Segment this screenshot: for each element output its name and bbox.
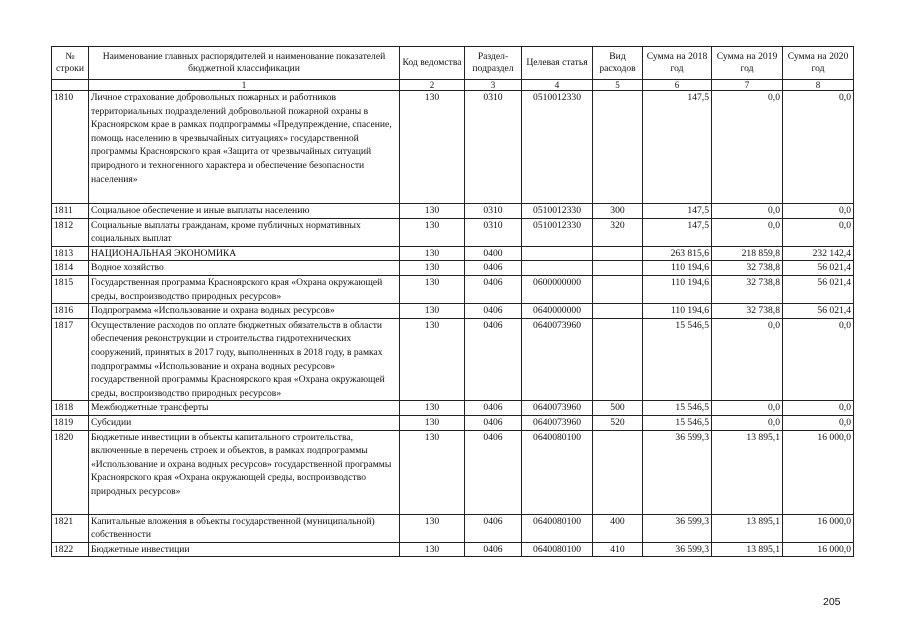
row-expense-type (593, 246, 643, 261)
table-row (52, 542, 854, 557)
table-row (52, 218, 854, 246)
row-section: 0406 (465, 304, 522, 319)
header-sum-2020: Сумма на 2020 год (783, 47, 854, 80)
row-target-item: 0600000000 (522, 275, 593, 303)
row-expense-type (593, 261, 643, 276)
row-target-item: 0510012330 (522, 91, 593, 204)
row-dept-code: 130 (400, 430, 465, 514)
row-sum-2020: 232 142,4 (783, 246, 854, 261)
row-section: 0400 (465, 246, 522, 261)
row-number: 1810 (52, 91, 89, 204)
row-sum-2020: 56 021,4 (783, 261, 854, 276)
row-name: Государственная программа Красноярского края «Охрана окружающей среды, воспроизводство природных ресурсов» (89, 275, 400, 303)
row-sum-2018: 15 546,5 (643, 401, 712, 416)
row-name: Водное хозяйство (89, 261, 400, 276)
row-name: НАЦИОНАЛЬНАЯ ЭКОНОМИКА (89, 246, 400, 261)
row-sum-2020: 0,0 (783, 318, 854, 401)
row-name: Бюджетные инвестиции (89, 542, 400, 557)
row-sum-2019: 13 895,1 (712, 514, 783, 542)
row-sum-2020: 0,0 (783, 401, 854, 416)
row-sum-2020: 0,0 (783, 204, 854, 219)
row-sum-2018: 110 194,6 (643, 304, 712, 319)
row-dept-code: 130 (400, 401, 465, 416)
column-index: 5 (593, 80, 643, 91)
row-dept-code: 130 (400, 218, 465, 246)
column-index: 4 (522, 80, 593, 91)
row-target-item (522, 246, 593, 261)
page-number: 205 (823, 596, 841, 608)
budget-table (51, 46, 854, 557)
row-sum-2020: 0,0 (783, 218, 854, 246)
row-sum-2020: 16 000,0 (783, 430, 854, 514)
row-sum-2018: 147,5 (643, 91, 712, 204)
row-number: 1817 (52, 318, 89, 401)
row-expense-type (593, 275, 643, 303)
row-sum-2019: 13 895,1 (712, 430, 783, 514)
row-sum-2019: 0,0 (712, 415, 783, 430)
header-dept-code: Код ведомства (400, 47, 465, 80)
row-sum-2020: 16 000,0 (783, 514, 854, 542)
table-row (52, 401, 854, 416)
row-sum-2019: 0,0 (712, 204, 783, 219)
row-target-item: 0640080100 (522, 430, 593, 514)
row-section: 0406 (465, 318, 522, 401)
row-name: Подпрограмма «Использование и охрана водных ресурсов» (89, 304, 400, 319)
row-section: 0310 (465, 218, 522, 246)
table-row (52, 304, 854, 319)
header-target-item: Целевая статья (522, 47, 593, 80)
row-expense-type: 520 (593, 415, 643, 430)
row-target-item: 0640000000 (522, 304, 593, 319)
table-row (52, 204, 854, 219)
row-name: Личное страхование добровольных пожарных и работников территориальных подразделений добровольной пожарной охраны в Красноярском крае в рамках подпрограммы «Предупреждение, спасение, помощь населению в чрезвычайных ситуациях» государственной программы Красноярского края «Защита от чрезвычайных ситуаций природного и техногенного характера и обеспечение безопасности населения» (89, 91, 400, 204)
column-index: 1 (89, 80, 400, 91)
row-number: 1820 (52, 430, 89, 514)
row-sum-2019: 0,0 (712, 91, 783, 204)
row-sum-2020: 16 000,0 (783, 542, 854, 557)
row-sum-2018: 147,5 (643, 204, 712, 219)
row-sum-2018: 36 599,3 (643, 542, 712, 557)
row-name: Бюджетные инвестиции в объекты капитального строительства, включенные в перечень строек и объектов, в рамках подпрограммы «Использование и охрана водных ресурсов» государственной программы Красноярского края «Охрана окружающей среды, воспроизводство природных ресурсов» (89, 430, 400, 514)
row-target-item: 0640073960 (522, 401, 593, 416)
table-row (52, 246, 854, 261)
row-sum-2019: 0,0 (712, 218, 783, 246)
header-sum-2018: Сумма на 2018 год (643, 47, 712, 80)
row-expense-type: 400 (593, 514, 643, 542)
row-expense-type (593, 430, 643, 514)
row-target-item: 0640073960 (522, 318, 593, 401)
table-row (52, 261, 854, 276)
table-row (52, 91, 854, 204)
table-row (52, 430, 854, 514)
row-name: Капитальные вложения в объекты государственной (муниципальной) собственности (89, 514, 400, 542)
row-number: 1811 (52, 204, 89, 219)
row-dept-code: 130 (400, 415, 465, 430)
row-number: 1812 (52, 218, 89, 246)
header-expense-type: Вид расходов (593, 47, 643, 80)
table-row (52, 514, 854, 542)
row-expense-type: 300 (593, 204, 643, 219)
row-section: 0406 (465, 514, 522, 542)
row-section: 0406 (465, 542, 522, 557)
row-sum-2019: 32 738,8 (712, 261, 783, 276)
row-sum-2019: 218 859,8 (712, 246, 783, 261)
column-index: 8 (783, 80, 854, 91)
row-sum-2018: 36 599,3 (643, 430, 712, 514)
table-row (52, 275, 854, 303)
column-index: 7 (712, 80, 783, 91)
row-dept-code: 130 (400, 204, 465, 219)
row-sum-2019: 0,0 (712, 318, 783, 401)
row-dept-code: 130 (400, 275, 465, 303)
row-expense-type (593, 91, 643, 204)
row-section: 0310 (465, 204, 522, 219)
row-name: Межбюджетные трансферты (89, 401, 400, 416)
row-target-item: 0510012330 (522, 204, 593, 219)
column-index: 6 (643, 80, 712, 91)
row-number: 1819 (52, 415, 89, 430)
row-target-item: 0510012330 (522, 218, 593, 246)
row-sum-2019: 13 895,1 (712, 542, 783, 557)
row-number: 1815 (52, 275, 89, 303)
row-section: 0406 (465, 430, 522, 514)
row-section: 0406 (465, 261, 522, 276)
column-index: 3 (465, 80, 522, 91)
row-number: 1814 (52, 261, 89, 276)
row-sum-2020: 0,0 (783, 91, 854, 204)
header-row (52, 47, 854, 80)
header-row-number: № строки (52, 47, 89, 80)
row-section: 0406 (465, 415, 522, 430)
row-dept-code: 130 (400, 318, 465, 401)
row-section: 0406 (465, 275, 522, 303)
row-sum-2018: 110 194,6 (643, 275, 712, 303)
row-name: Социальное обеспечение и иные выплаты населению (89, 204, 400, 219)
row-target-item: 0640080100 (522, 514, 593, 542)
header-section: Раздел-подраздел (465, 47, 522, 80)
row-sum-2019: 0,0 (712, 401, 783, 416)
row-sum-2019: 32 738,8 (712, 275, 783, 303)
table-row (52, 415, 854, 430)
column-index: 2 (400, 80, 465, 91)
row-sum-2018: 15 546,5 (643, 415, 712, 430)
header-name: Наименование главных распорядителей и наименование показателей бюджетной классификации (89, 47, 400, 80)
row-target-item: 0640073960 (522, 415, 593, 430)
row-sum-2020: 56 021,4 (783, 304, 854, 319)
row-name: Социальные выплаты гражданам, кроме публичных нормативных социальных выплат (89, 218, 400, 246)
row-number: 1822 (52, 542, 89, 557)
row-target-item (522, 261, 593, 276)
row-target-item: 0640080100 (522, 542, 593, 557)
header-sum-2019: Сумма на 2019 год (712, 47, 783, 80)
row-section: 0406 (465, 401, 522, 416)
row-number: 1818 (52, 401, 89, 416)
column-index-row (52, 80, 854, 91)
row-name: Субсидии (89, 415, 400, 430)
row-expense-type: 500 (593, 401, 643, 416)
row-sum-2018: 263 815,6 (643, 246, 712, 261)
row-sum-2018: 36 599,3 (643, 514, 712, 542)
row-number: 1813 (52, 246, 89, 261)
row-expense-type (593, 318, 643, 401)
row-sum-2018: 15 546,5 (643, 318, 712, 401)
row-dept-code: 130 (400, 542, 465, 557)
row-section: 0310 (465, 91, 522, 204)
table-row (52, 318, 854, 401)
row-name: Осуществление расходов по оплате бюджетных обязательств в области обеспечения реконструкции и строительства гидротехнических сооружений, принятых в 2017 году, выполненных в 2018 году, в рамках подпрограммы «Использование и охрана водных ресурсов» государственной программы Красноярского края «Охрана окружающей среды, воспроизводство природных ресурсов» (89, 318, 400, 401)
row-dept-code: 130 (400, 246, 465, 261)
row-dept-code: 130 (400, 304, 465, 319)
row-expense-type: 320 (593, 218, 643, 246)
row-sum-2018: 110 194,6 (643, 261, 712, 276)
row-sum-2020: 0,0 (783, 415, 854, 430)
row-expense-type (593, 304, 643, 319)
row-dept-code: 130 (400, 91, 465, 204)
row-dept-code: 130 (400, 261, 465, 276)
row-number: 1821 (52, 514, 89, 542)
row-sum-2019: 32 738,8 (712, 304, 783, 319)
row-number: 1816 (52, 304, 89, 319)
row-sum-2018: 147,5 (643, 218, 712, 246)
row-dept-code: 130 (400, 514, 465, 542)
row-expense-type: 410 (593, 542, 643, 557)
row-sum-2020: 56 021,4 (783, 275, 854, 303)
